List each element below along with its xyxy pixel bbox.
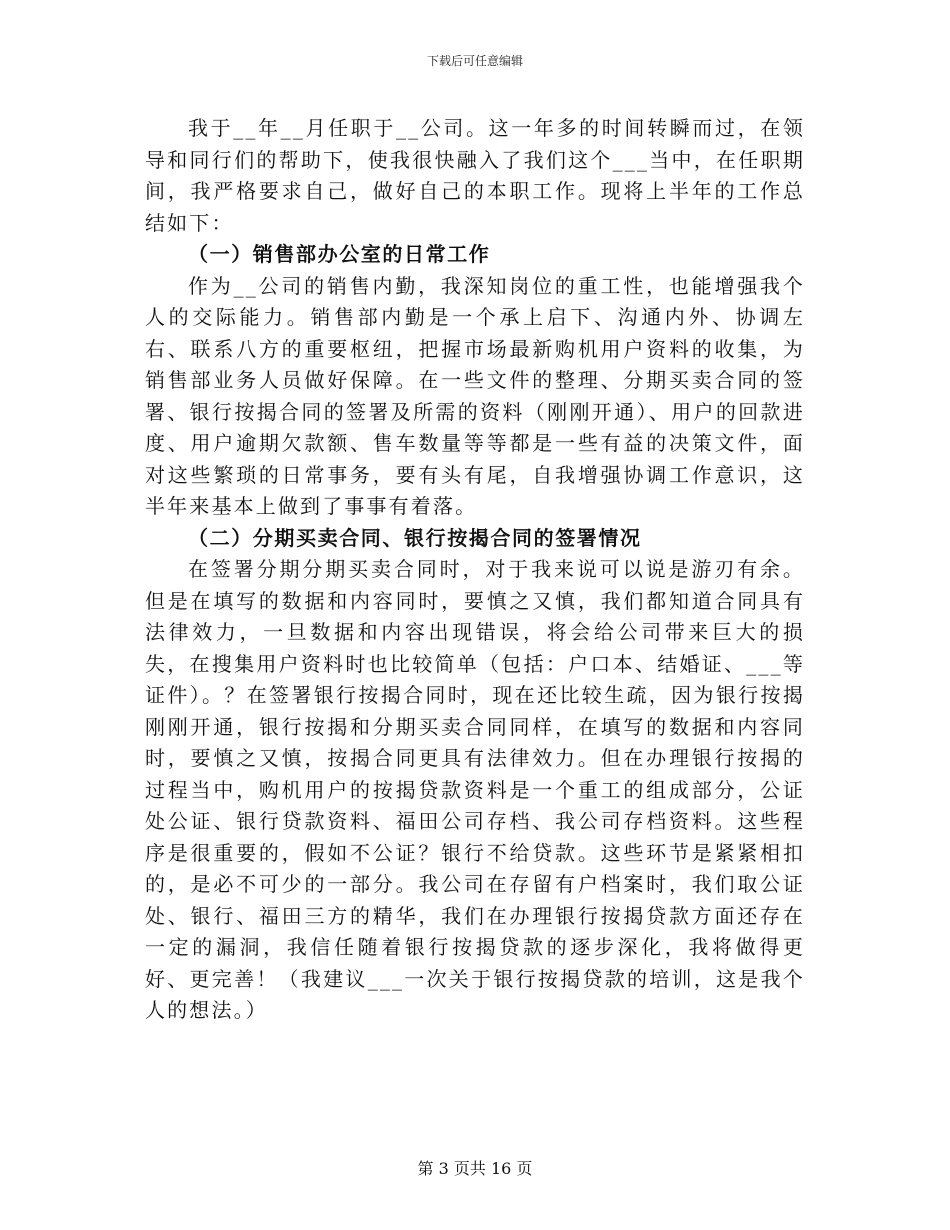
- page-footer: 第 3 页共 16 页: [417, 1159, 533, 1178]
- section-2-paragraph: 在签署分期分期买卖合同时，对于我来说可以说是游刃有余。但是在填写的数据和内容同时，要慎之又慎，我们都知道合同具有法律效力，一旦数据和内容出现错误，将会给公司带来巨大的损失，在搜集用户资料时也比较简单（包括：户口本、结婚证、___等证件）。？在签署银行按揭合同时，现在还比较生疏，因为银行按揭刚刚开通，银行按揭和分期买卖合同同样，在填写的数据和内容同时，要慎之又慎，按揭合同更具有法律效力。但在办理银行按揭的过程当中，购机用户的按揭贷款资料是一个重工的组成部分，公证处公证、银行贷款资料、福田公司存档、我公司存档资料。这些程序是很重要的，假如不公证？银行不给贷款。这些环节是紧紧相扣的，是必不可少的一部分。我公司在存留有户档案时，我们取公证处、银行、福田三方的精华，我们在办理银行按揭贷款方面还存在一定的漏洞，我信任随着银行按揭贷款的逐步深化，我将做得更好、更完善！（我建议___一次关于银行按揭贷款的培训，这是我个人的想法。）: [145, 557, 805, 1022]
- section-1-paragraph: 作为__公司的销售内勤，我深知岗位的重工性，也能增强我个人的交际能力。销售部内勤是一个承上启下、沟通内外、协调左右、联系八方的重要枢纽，把握市场最新购机用户资料的收集，为销售部业务人员做好保障。在一些文件的整理、分期买卖合同的签署、银行按揭合同的签署及所需的资料（刚刚开通）、用户的回款进度、用户逾期欠款额、售车数量等等都是一些有益的决策文件，面对这些繁琐的日常事务，要有头有尾，自我增强协调工作意识，这半年来基本上做到了事事有着落。: [145, 273, 805, 518]
- section-heading-1: （一）销售部办公室的日常工作: [188, 242, 491, 266]
- document-body: [145, 113, 805, 1027]
- intro-paragraph: 我于__年__月任职于__公司。这一年多的时间转瞬而过，在领导和同行们的帮助下，使我很快融入了我们这个___当中，在任职期间，我严格要求自己，做好自己的本职工作。现将上半年的工作总结如下：: [145, 116, 805, 235]
- page-header: 下载后可任意编辑: [426, 54, 523, 68]
- section-heading-2: （二）分期买卖合同、银行按揭合同的签署情况: [188, 525, 642, 550]
